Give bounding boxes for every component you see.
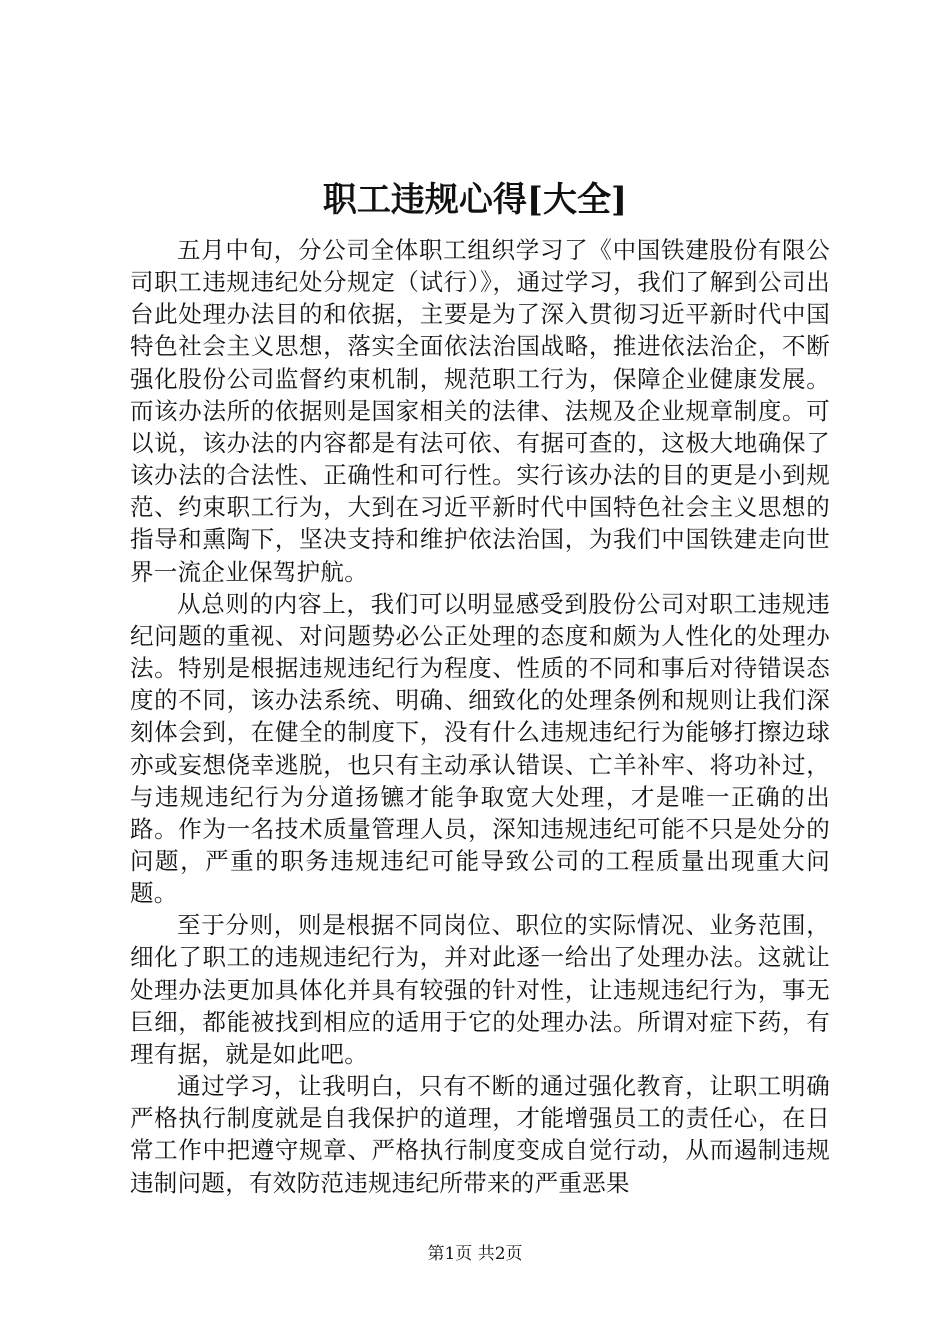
document-body [130, 234, 830, 1199]
paragraph-3: 至于分则，则是根据不同岗位、职位的实际情况、业务范围，细化了职工的违规违纪行为，并对此逐一给出了处理办法。这就让处理办法更加具体化并具有较强的针对性，让违规违纪行为，事无巨细，都能被找到相应的适用于它的处理办法。所谓对症下药，有理有据，就是如此吧。 [130, 911, 830, 1068]
page-number-footer: 第1页 共2页 [427, 1244, 523, 1264]
paragraph-4: 通过学习，让我明白，只有不断的通过强化教育，让职工明确严格执行制度就是自我保护的道理，才能增强员工的责任心，在日常工作中把遵守规章、严格执行制度变成自觉行动，从而遏制违规违制问题，有效防范违规违纪所带来的严重恶果 [130, 1072, 830, 1197]
document-title: 职工违规心得[大全] [322, 180, 628, 220]
paragraph-1: 五月中旬，分公司全体职工组织学习了《中国铁建股份有限公司职工违规违纪处分规定（试行）》，通过学习，我们了解到公司出台此处理办法目的和依据，主要是为了深入贯彻习近平新时代中国特色社会主义思想，落实全面依法治国战略，推进依法治企，不断强化股份公司监督约束机制，规范职工行为，保障企业健康发展。而该办法所的依据则是国家相关的法律、法规及企业规章制度。可以说，该办法的内容都是有法可依、有据可查的，这极大地确保了该办法的合法性、正确性和可行性。实行该办法的目的更是小到规范、约束职工行为，大到在习近平新时代中国特色社会主义思想的指导和熏陶下，坚决支持和维护依法治国，为我们中国铁建走向世界一流企业保驾护航。 [130, 236, 830, 586]
paragraph-2: 从总则的内容上，我们可以明显感受到股份公司对职工违规违纪问题的重视、对问题势必公正处理的态度和颇为人性化的处理办法。特别是根据违规违纪行为程度、性质的不同和事后对待错误态度的不同，该办法系统、明确、细致化的处理条例和规则让我们深刻体会到，在健全的制度下，没有什么违规违纪行为能够打擦边球亦或妄想侥幸逃脱，也只有主动承认错误、亡羊补牢、将功补过，与违规违纪行为分道扬镳才能争取宽大处理，才是唯一正确的出路。作为一名技术质量管理人员，深知违规违纪可能不只是处分的问题，严重的职务违规违纪可能导致公司的工程质量出现重大问题。 [130, 589, 830, 908]
